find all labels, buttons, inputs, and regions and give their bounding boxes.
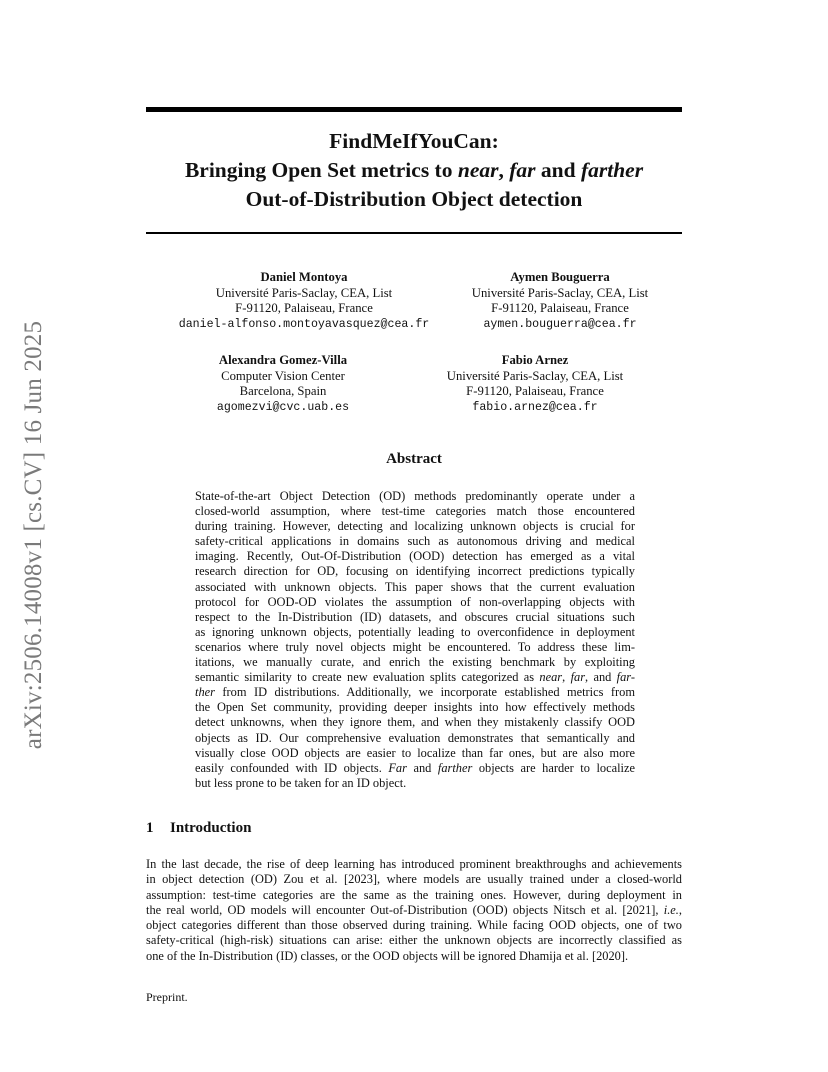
author-email[interactable]: fabio.arnez@cea.fr <box>472 400 598 414</box>
author-affiliation: Université Paris-Saclay, CEA, List <box>446 368 624 383</box>
footer-preprint: Preprint. <box>146 990 188 1004</box>
intro-line: In the last decade, the rise of deep learning has introduced prominent breakthroughs and achievements <box>146 857 682 871</box>
intro-text: the real world, OD models will encounter Out-of-Distribution (OOD) objects Nitsch et al. [2021], <box>146 902 664 917</box>
paper-title <box>146 127 682 214</box>
abstract-far: Far <box>388 760 407 775</box>
intro-line: in object detection (OD) Zou et al. [2023], where models are usually trained under a closed-world <box>146 872 682 887</box>
author-address: F-91120, Palaiseau, France <box>491 301 629 315</box>
abstract-line: associated with unknown objects. This paper shows that the current evaluation <box>195 579 635 594</box>
abstract-text: objects are harder to localize <box>472 760 635 775</box>
abstract-near: near <box>539 670 563 685</box>
title-line-1: FindMeIfYouCan: <box>329 129 499 153</box>
abstract-line: visually close OOD objects are easier to localize than far ones, but are also more <box>195 745 635 760</box>
abstract-line: objects as ID. Our comprehensive evaluation demonstrates that semantically and <box>195 730 635 745</box>
author-address: F-91120, Palaiseau, France <box>466 384 604 398</box>
arxiv-identifier-sidebar <box>14 300 54 770</box>
abstract-line: as ignoring unknown objects, potentially leading to overconfidence in deployment <box>195 624 635 639</box>
title-farther: farther <box>580 158 644 182</box>
abstract-heading: Abstract <box>386 451 442 467</box>
title-comma: , <box>498 158 510 182</box>
author-affiliation: Computer Vision Center <box>221 368 345 383</box>
abstract-text: semantic similarity to create new evaluation splits categorized as <box>195 670 540 685</box>
abstract-line: imaging. Recently, Out-Of-Distribution (OOD) detection has emerged as a vital <box>195 549 635 564</box>
author-block-4 <box>415 353 655 415</box>
author-block-3 <box>193 353 373 415</box>
title-line-2-text: Bringing Open Set metrics to <box>184 158 458 182</box>
arxiv-identifier: arXiv:2506.14008v1 [cs.CV] 16 Jun 2025 <box>20 320 47 750</box>
title-and: and <box>535 158 581 182</box>
abstract-line: the Open Set community, providing deeper insights into how effectively methods <box>195 700 635 715</box>
intro-line: safety-critical (high-risk) situations can arise: either the unknown objects are incorrectly classified as <box>146 933 682 948</box>
abstract-line: research direction for OD, focusing on identifying incorrect predictions typically <box>195 564 635 579</box>
abstract-text: , and <box>585 670 617 685</box>
title-far: far <box>509 158 536 182</box>
abstract-text: , <box>562 670 571 685</box>
author-affiliation: Université Paris-Saclay, CEA, List <box>215 285 393 300</box>
author-email[interactable]: agomezvi@cvc.uab.es <box>216 400 350 414</box>
author-email[interactable]: aymen.bouguerra@cea.fr <box>483 317 637 331</box>
abstract-far: far <box>570 670 586 685</box>
author-address: Barcelona, Spain <box>239 384 327 398</box>
abstract-line: safety-critical applications in domains such as autonomous driving and medical <box>195 534 635 549</box>
section-title: Introduction <box>170 820 252 836</box>
abstract-line <box>195 761 635 776</box>
abstract-text: easily confounded with ID objects. <box>195 760 389 775</box>
abstract-farther-part-1: far- <box>616 670 635 685</box>
abstract-line: itations, we manually curate, and enrich the existing benchmark by exploiting <box>195 655 635 670</box>
author-affiliation: Université Paris-Saclay, CEA, List <box>471 285 649 300</box>
abstract-farther: farther <box>437 760 473 775</box>
author-email[interactable]: daniel-alfonso.montoyavasquez@cea.fr <box>178 317 430 331</box>
abstract-line: detect unknowns, when they ignore them, and when they mistakenly classify OOD <box>195 715 635 730</box>
abstract-line: scenarios where truly novel objects might be encountered. To address these lim- <box>195 639 635 654</box>
section-heading-introduction <box>146 820 251 837</box>
title-top-rule <box>146 107 682 112</box>
abstract-text: from ID distributions. Additionally, we incorporate established metrics from <box>214 685 635 700</box>
intro-text: , <box>678 902 682 917</box>
abstract-line: State-of-the-art Object Detection (OD) methods predominantly operate under a <box>195 489 635 503</box>
intro-line: object categories different than those observed during training. While facing OOD objects, one of two <box>146 918 682 933</box>
abstract-line: protocol for OOD-OD violates the assumption of non-overlapping objects with <box>195 594 635 609</box>
abstract-line: respect to the In-Distribution (ID) datasets, and obscures crucial situations such <box>195 609 635 624</box>
author-name: Fabio Arnez <box>501 353 569 367</box>
title-line-2 <box>146 156 682 185</box>
title-line-3: Out-of-Distribution Object detection <box>245 187 583 211</box>
author-address: F-91120, Palaiseau, France <box>235 301 373 315</box>
abstract-line: during training. However, detecting and localizing unknown objects is crucial for <box>195 519 635 534</box>
intro-line: assumption: test-time categories are the same as the training ones. However, during deployment in <box>146 887 682 902</box>
abstract-farther-part-2: ther <box>195 685 215 700</box>
author-block-1 <box>175 270 433 332</box>
abstract-body <box>195 489 635 791</box>
author-name: Alexandra Gomez-Villa <box>218 353 348 367</box>
abstract-line: closed-world assumption, where test-time categories match those encountered <box>195 504 635 519</box>
section-number: 1 <box>146 820 154 836</box>
intro-line: one of the In-Distribution (ID) classes, or the OOD objects will be ignored Dhamija et al. [2020]. <box>146 948 629 963</box>
author-name: Daniel Montoya <box>260 270 348 284</box>
introduction-body <box>146 857 682 964</box>
author-block-2 <box>455 270 665 332</box>
title-bottom-rule <box>146 232 682 234</box>
intro-line <box>146 903 682 918</box>
intro-ie: i.e. <box>663 902 679 917</box>
author-name: Aymen Bouguerra <box>510 270 610 284</box>
abstract-line: but less prone to be taken for an ID object. <box>195 775 407 790</box>
abstract-line <box>195 685 635 700</box>
title-near: near <box>457 158 499 182</box>
abstract-text: and <box>406 760 438 775</box>
abstract-line <box>195 670 635 685</box>
